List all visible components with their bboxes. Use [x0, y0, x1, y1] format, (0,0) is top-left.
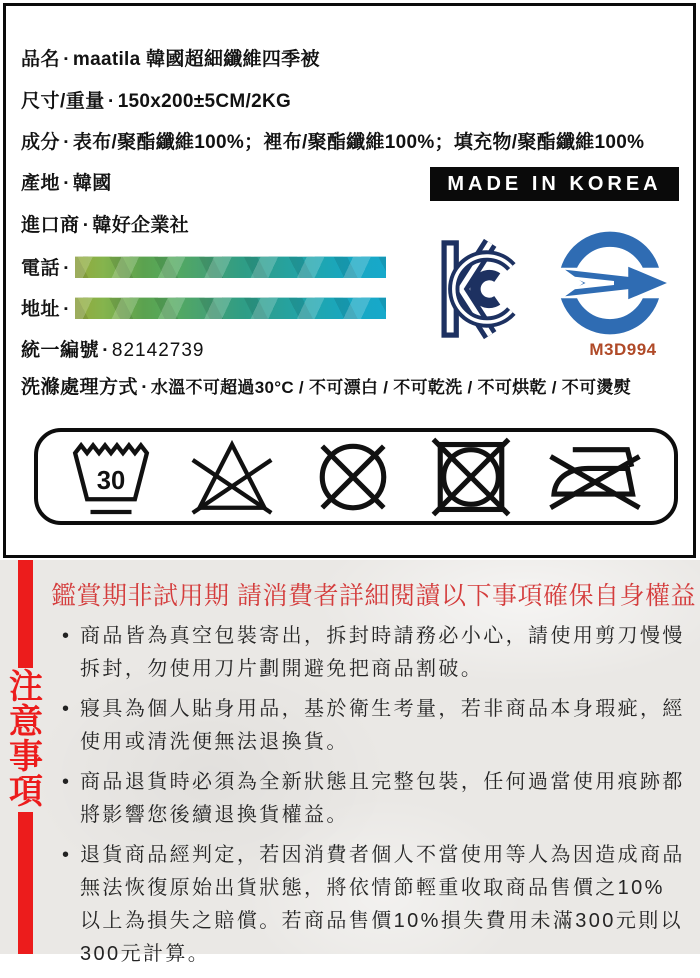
notice-section: [0, 560, 700, 965]
row-importer: [21, 210, 189, 237]
care-value: 水溫不可超過30°C / 不可漂白 / 不可乾洗 / 不可烘乾 / 不可燙熨: [150, 378, 631, 397]
notice-item-text: 退貨商品經判定，若因消費者個人不當使用等人為因造成商品無法恢復原始出貨狀態，將依情節輕重收取商品售價之10%以上為損失之賠償。若商品售價10%損失費用未滿300元則以300元計算。: [80, 844, 685, 965]
size-weight-label: 尺寸/重量: [21, 91, 105, 112]
material-value: 表布/聚酯纖維100%；裡布/聚酯纖維100%；填充物/聚酯纖維100%: [72, 132, 645, 153]
care-label: 洗滌處理方式: [21, 377, 139, 398]
row-product-name: [21, 44, 320, 71]
product-name-label: 品名: [21, 49, 61, 70]
size-weight-value: 150x200±5CM/2KG: [117, 91, 292, 112]
list-item: [62, 693, 686, 759]
cert-code: M3D994: [589, 340, 657, 359]
square-bullet-icon: ▪: [83, 219, 88, 231]
vertical-title-char: 意: [9, 703, 43, 741]
row-size-weight: [21, 86, 291, 113]
list-item: [62, 839, 686, 971]
made-in-korea-badge: MADE IN KOREA: [430, 167, 679, 201]
notice-heading: 鑑賞期非試用期 請消費者詳細閱讀以下事項確保自身權益: [51, 582, 696, 610]
notice-list: [62, 620, 686, 978]
square-bullet-icon: ▪: [108, 95, 113, 107]
square-bullet-icon: ▪: [103, 344, 107, 356]
bullet-dot-icon: •: [62, 698, 70, 720]
origin-value: 韓國: [72, 173, 112, 194]
vertical-title-char: 事: [9, 738, 43, 776]
address-label: 地址: [21, 299, 61, 320]
notice-vertical-title: [6, 670, 46, 810]
bullet-dot-icon: •: [62, 771, 70, 793]
row-care-instructions: [21, 372, 631, 399]
square-bullet-icon: ▪: [64, 262, 68, 274]
tax-id-label: 統一編號: [21, 340, 100, 361]
vertical-title-char: 項: [9, 773, 43, 811]
row-origin: [21, 168, 112, 195]
address-redaction-bar: [75, 297, 386, 319]
tax-id-value: 82142739: [111, 340, 205, 361]
no-bleach-icon: [185, 436, 279, 518]
square-bullet-icon: ▪: [64, 177, 68, 189]
square-bullet-icon: ▪: [64, 303, 68, 315]
row-address: [21, 294, 386, 321]
notice-item-text: 商品皆為真空包裝寄出，拆封時請務必小心，請使用剪刀慢慢拆封，勿使用刀片劃開避免把商品割破。: [80, 625, 685, 680]
list-item: [62, 620, 686, 686]
notice-item-text: 寢具為個人貼身用品，基於衛生考量，若非商品本身瑕疵，經使用或清洗便無法退換貨。: [80, 698, 685, 753]
material-label: 成分: [21, 132, 61, 153]
red-bar-bottom: [18, 812, 33, 954]
row-tax-id: [21, 335, 204, 362]
importer-label: 進口商: [21, 215, 80, 236]
bullet-dot-icon: •: [62, 844, 70, 866]
product-name-value: maatila 韓國超細纖維四季被: [72, 49, 320, 70]
notice-item-text: 商品退貨時必須為全新狀態且完整包裝，任何過當使用痕跡都將影響您後續退換貨權益。: [80, 771, 685, 826]
bullet-dot-icon: •: [62, 625, 70, 647]
importer-value: 韓好企業社: [92, 215, 189, 236]
no-tumble-dry-icon: [427, 436, 515, 518]
square-bullet-icon: ▪: [64, 53, 68, 65]
origin-label: 產地: [21, 173, 61, 194]
no-iron-icon: [545, 436, 645, 518]
bsmi-mark-icon: [557, 230, 671, 336]
kc-mark-icon: [438, 232, 518, 346]
vertical-title-char: 注: [9, 668, 43, 706]
red-bar-top: [18, 560, 33, 668]
product-spec-box: [3, 3, 696, 558]
square-bullet-icon: ▪: [142, 381, 146, 393]
row-phone: [21, 253, 386, 280]
phone-label: 電話: [21, 258, 61, 279]
care-symbols-box: [34, 428, 678, 525]
square-bullet-icon: ▪: [64, 136, 68, 148]
no-dry-clean-icon: [309, 436, 397, 518]
phone-redaction-bar: [75, 256, 386, 278]
row-material: [21, 127, 644, 154]
wash-30-icon: [67, 436, 155, 518]
list-item: [62, 766, 686, 832]
wash-temp-value: 30: [96, 466, 126, 495]
